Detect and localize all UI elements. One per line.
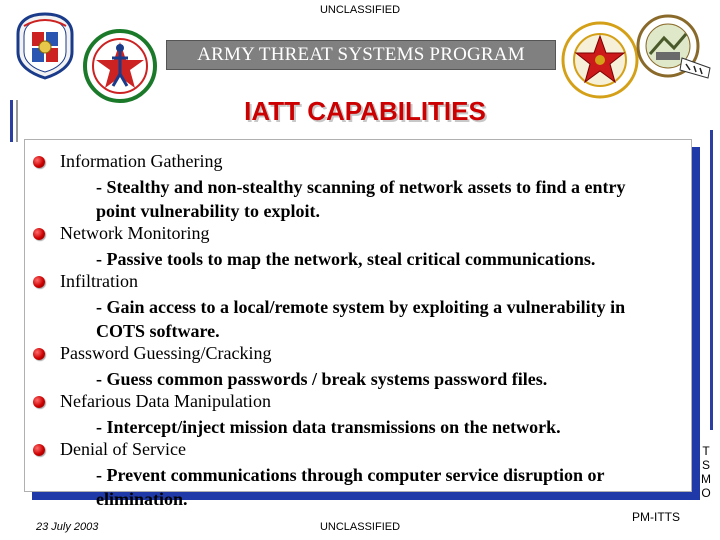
footer-date: 23 July 2003 [36,521,99,533]
side-letter: T [702,444,710,458]
bullet-icon [33,228,45,240]
capability-detail [96,295,696,343]
capability-detail [96,463,696,511]
capability-detail [96,367,696,391]
content-panel [24,139,692,509]
itts-insignia-icon [634,12,714,86]
capability-detail [96,247,696,271]
capability-heading: Infiltration [60,271,138,291]
slide-title: IATT CAPABILITIES [244,96,486,126]
detail-line: - Intercept/inject mission data transmissions on the network. [96,417,561,437]
threat-systems-star-seal-icon [560,20,640,100]
army-test-emblem-icon [82,28,158,104]
capability-detail [96,415,696,439]
bullet-icon [33,276,45,288]
right-stripe-blue [710,130,713,430]
capability-heading: Password Guessing/Cracking [60,343,272,363]
detail-line: - Passive tools to map the network, steal critical communications. [96,249,596,269]
side-letter: M [701,472,711,486]
bottom-classification-label: UNCLASSIFIED [319,521,401,533]
capability-heading: Network Monitoring [60,223,210,243]
capability-heading: Information Gathering [60,151,223,171]
detail-line: elimination. [96,489,188,509]
side-letter: O [701,486,711,500]
program-banner: ARMY THREAT SYSTEMS PROGRAM [166,40,556,70]
detail-line: point vulnerability to exploit. [96,201,321,221]
detail-line: COTS software. [96,321,220,341]
capability-heading: Denial of Service [60,439,186,459]
americas-army-crest-icon [14,12,76,80]
top-classification-label: UNCLASSIFIED [319,4,401,16]
capability-detail [96,175,696,223]
bullet-icon [33,396,45,408]
bullet-icon [33,444,45,456]
detail-line: - Stealthy and non-stealthy scanning of network assets to find a entry [96,177,626,197]
bullet-icon [33,156,45,168]
detail-line: - Prevent communications through computer service disruption or [96,465,605,485]
bullet-icon [33,348,45,360]
footer-org: PM-ITTS [632,510,680,524]
side-acronym [699,444,713,500]
detail-line: - Gain access to a local/remote system by exploiting a vulnerability in [96,297,626,317]
capability-heading: Nefarious Data Manipulation [60,391,271,411]
left-stripe-grey [16,100,18,142]
left-stripe-blue [10,100,13,142]
detail-line: - Guess common passwords / break systems password files. [96,369,548,389]
side-letter: S [701,458,710,472]
